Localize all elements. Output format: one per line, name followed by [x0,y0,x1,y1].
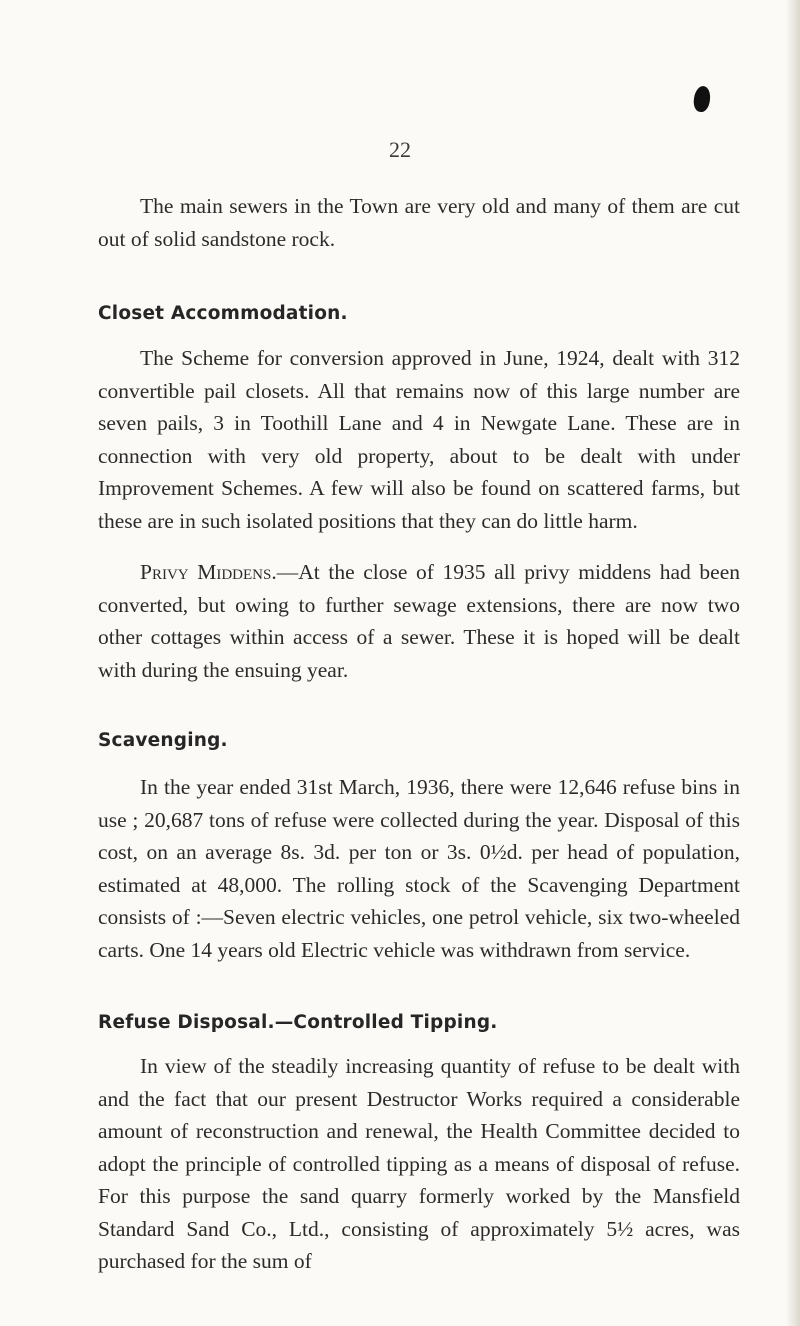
privy-middens-label: Privy Middens. [140,560,277,584]
closet-paragraph: The Scheme for conversion approved in June, 1924, dealt with 312 convertible pail closets. All that remains now of this large number are seven pails, 3 in Toothill Lane and 4 in Newgate Lane. These are in connection with very old property, about to be dealt with under Improvement Schemes. A few will also be found on scattered farms, but these are in such isolated positions that they can do little harm. [98,346,740,533]
privy-middens-paragraph [98,556,740,686]
intro-paragraph: The main sewers in the Town are very old and many of them are cut out of solid sandstone rock. [98,194,740,251]
page-edge-shadow [786,0,800,1326]
refuse-disposal-paragraph: In view of the steadily increasing quantity of refuse to be dealt with and the fact that our present Destructor Works required a considerable amount of reconstruction and renewal, the Health Committee decided to adopt the principle of controlled tipping as a means of disposal of refuse. For this purpose the sand quarry formerly worked by the Mansfield Standard Sand Co., Ltd., consisting of approximately 5½ acres, was purchased for the sum of [98,1054,740,1273]
page-number: 22 [389,137,411,162]
privy-middens-text: —At the close of 1935 all privy middens had been converted, but owing to further sewage extensions, there are now two other cottages within access of a sewer. These it is hoped will be dealt with during the ensuing year. [98,560,740,682]
page-content [98,190,740,1278]
scavenging-paragraph: In the year ended 31st March, 1936, there were 12,646 refuse bins in use ; 20,687 tons of refuse were collected during the year. Disposal of this cost, on an average 8s. 3d. per ton or 3s. 0½d. per head of population, estimated at 48,000. The rolling stock of the Scavenging Department consists of :—Seven electric vehicles, one petrol vehicle, six two-wheeled carts. One 14 years old Electric vehicle was withdrawn from service. [98,775,740,962]
closet-accommodation-heading: Closet Accommodation. [98,303,348,324]
scavenging-heading: Scavenging. [98,730,228,751]
refuse-disposal-heading: Refuse Disposal.—Controlled Tipping. [98,1012,498,1033]
ink-blot [692,85,711,113]
